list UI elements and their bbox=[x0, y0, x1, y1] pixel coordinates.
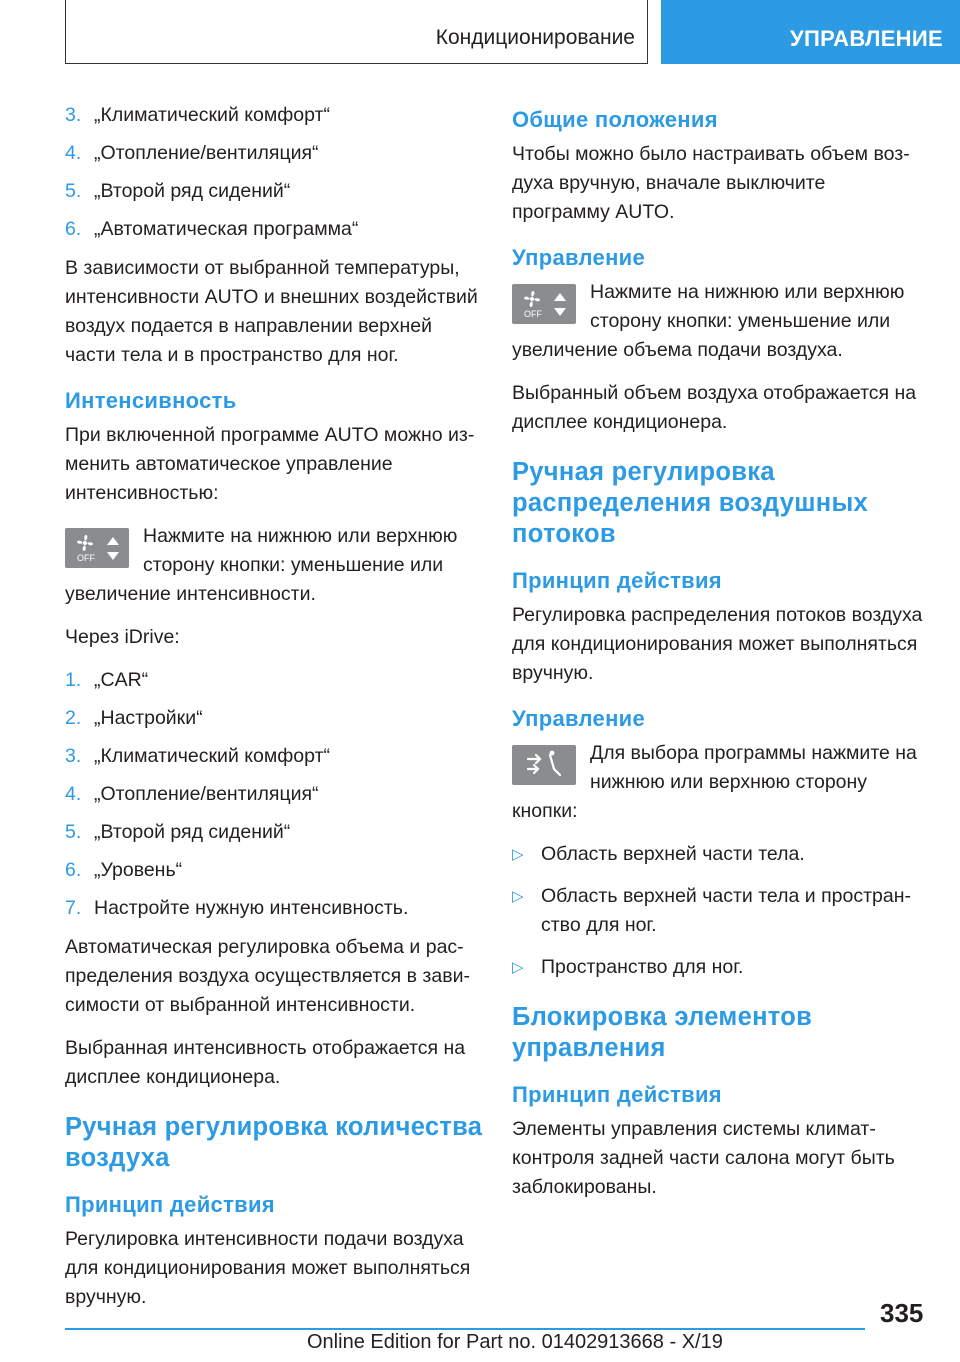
list-item: 3. „Климатический комфорт“ bbox=[65, 104, 330, 126]
paragraph: Чтобы можно было настраивать объем воздуха вручную, вначале выключите программу AUTO. bbox=[512, 143, 910, 223]
list-item: 7. Настройте нужную интенсивность. bbox=[65, 897, 409, 919]
svg-text:OFF: OFF bbox=[77, 553, 95, 563]
button-instruction-text: Для выбора программы нажмите на нижнюю или верхнюю сторону кнопки: bbox=[512, 742, 917, 822]
button-instruction bbox=[512, 278, 926, 365]
fan-off-button-icon bbox=[512, 284, 576, 324]
section-title: УПРАВЛЕНИЕ bbox=[790, 26, 943, 51]
list-item: 3. „Климатический комфорт“ bbox=[65, 745, 330, 767]
list-item: 2. „Настройки“ bbox=[65, 707, 203, 729]
heading-general: Общие положения bbox=[512, 107, 718, 132]
list-item: ▷ Область верхней части тела. bbox=[512, 840, 926, 869]
heading-manual-distribution: Ручная регулировка распределения воздушных потоков bbox=[512, 458, 869, 548]
heading-manual-volume: Ручная регулировка количества воздуха bbox=[65, 1113, 483, 1172]
button-instruction bbox=[65, 522, 483, 609]
paragraph: Регулировка распределения потоков воздуха для кондиционирования может выполняться вручную. bbox=[512, 604, 923, 684]
menu-path-list bbox=[65, 666, 483, 923]
heading-principle: Принцип действия bbox=[65, 1192, 275, 1217]
list-item: 4. „Отопление/вентиляция“ bbox=[65, 783, 319, 805]
list-item: 5. „Второй ряд сидений“ bbox=[65, 821, 291, 843]
heading-intensity: Интенсивность bbox=[65, 388, 237, 413]
heading-lock: Блокировка элементов управления bbox=[512, 1003, 813, 1062]
svg-text:OFF: OFF bbox=[524, 309, 542, 319]
triangle-bullet-icon: ▷ bbox=[512, 888, 524, 905]
paragraph: Регулировка интенсивности подачи воздуха для кондиционирования может выполняться вручную. bbox=[65, 1228, 471, 1308]
heading-control: Управление bbox=[512, 706, 646, 731]
paragraph: Автоматическая регулировка объема и распределения воздуха осуществляется в зависимости от выбранной интенсивности. bbox=[65, 936, 470, 1016]
right-column bbox=[512, 101, 926, 1216]
list-item: 1. „CAR“ bbox=[65, 669, 149, 691]
list-item: 4. „Отопление/вентиляция“ bbox=[65, 142, 319, 164]
heading-principle: Принцип действия bbox=[512, 1082, 722, 1107]
air-program-list bbox=[512, 840, 926, 982]
page-number: 335 bbox=[880, 1298, 924, 1328]
edition-note: Online Edition for Part no. 01402913668 - X/19 bbox=[307, 1331, 723, 1353]
button-instruction-text: Нажмите на нижнюю или верхнюю сторону кнопки: уменьшение или увеличение интенсивности. bbox=[65, 525, 458, 605]
heading-principle: Принцип действия bbox=[512, 568, 722, 593]
heading-control: Управление bbox=[512, 245, 646, 270]
menu-path-list-continued bbox=[65, 101, 483, 244]
list-item: ▷ Область верхней части тела и пространство для ног. bbox=[512, 882, 926, 940]
paragraph: Выбранный объем воздуха отображается на дисплее кондиционера. bbox=[512, 382, 917, 433]
paragraph: Выбранная интенсивность отображается на дисплее кондиционера. bbox=[65, 1037, 466, 1088]
list-item: 6. „Автоматическая программа“ bbox=[65, 218, 359, 240]
paragraph: Элементы управления системы климат-контроля задней части салона могут быть заблокированы. bbox=[512, 1118, 895, 1198]
paragraph: При включенной программе AUTO можно изменить автоматическое управление интенсивностью: bbox=[65, 424, 475, 504]
left-column bbox=[65, 101, 483, 1326]
list-item: 5. „Второй ряд сидений“ bbox=[65, 180, 291, 202]
button-instruction bbox=[512, 739, 926, 826]
triangle-bullet-icon: ▷ bbox=[512, 846, 524, 863]
section-tab bbox=[661, 0, 960, 64]
air-distribution-button-icon bbox=[512, 745, 576, 785]
chapter-title: Кондиционирование bbox=[435, 26, 635, 49]
paragraph: Через iDrive: bbox=[65, 626, 180, 648]
header-chapter-box bbox=[65, 0, 648, 64]
button-instruction-text: Нажмите на нижнюю или верхнюю сторону кнопки: уменьшение или увеличение объема подачи воздуха. bbox=[512, 281, 905, 361]
footer-divider bbox=[65, 1328, 865, 1330]
triangle-bullet-icon: ▷ bbox=[512, 959, 524, 976]
list-item: ▷ Пространство для ног. bbox=[512, 953, 926, 982]
paragraph: В зависимости от выбранной температуры, интенсивности AUTO и внешних воздействий воздух подается в направлении верхней части тела и в пространство для ног. bbox=[65, 257, 478, 366]
list-item: 6. „Уровень“ bbox=[65, 859, 183, 881]
fan-off-button-icon bbox=[65, 528, 129, 568]
